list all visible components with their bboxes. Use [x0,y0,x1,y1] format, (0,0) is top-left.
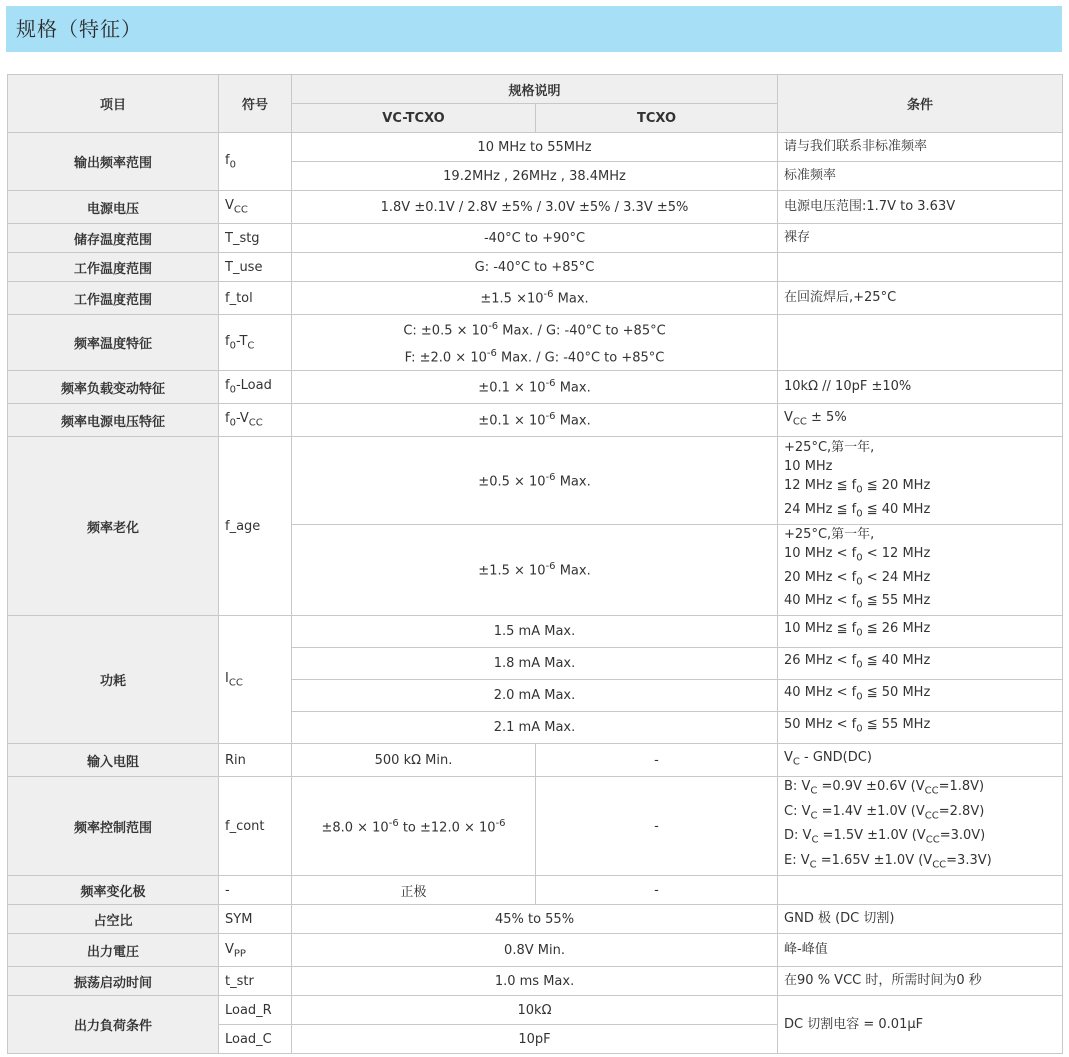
spec-table [7,74,1063,1054]
row-label: 功耗 [8,616,219,744]
row-label: 频率控制范围 [8,777,219,876]
header-symbol: 符号 [219,75,292,133]
value-cell: G: -40°C to +85°C [292,253,778,282]
symbol-cell: t_str [219,967,292,996]
symbol-cell: f_tol [219,282,292,315]
row-label: 出力負荷条件 [8,996,219,1054]
symbol-cell: T_use [219,253,292,282]
value-cell-tcxo: - [536,876,778,905]
condition-cell: 50 MHz < $f_0$ ≦ 55 MHz [778,712,1063,744]
value-cell: 19.2MHz , 26MHz , 38.4MHz [292,162,778,191]
row-label: 频率电源电压特征 [8,404,219,437]
symbol-cell: f_age [219,437,292,616]
value-cell: 1.8 mA Max. [292,648,778,680]
value-cell: 45% to 55% [292,905,778,934]
header-tcxo: TCXO [536,104,778,133]
condition-cell [778,253,1063,282]
symbol-cell: Load_C [219,1025,292,1054]
header-item: 项目 [8,75,219,133]
row-label: 出力電圧 [8,934,219,967]
value-cell: 10 MHz to 55MHz [292,133,778,162]
condition-cell [778,876,1063,905]
condition-cell: +25°C,第一年, 10 MHz < $f_0 < 12$ MHz 20 MHz < $f_0 < 24$ MHz 40 MHz < $f_0$ ≦ 55 MHz [778,525,1063,616]
condition-cell: 40 MHz < $f_0$ ≦ 50 MHz [778,680,1063,712]
condition-cell: 在回流焊后,+25°C [778,282,1063,315]
value-cell: 0.8V Min. [292,934,778,967]
value-cell: $\pm 0.1 \times 10^{-6}$ Max. [292,371,778,404]
header-spec: 规格说明 [292,75,778,104]
condition-cell: 电源电压范围:1.7V to 3.63V [778,191,1063,224]
value-cell: 10pF [292,1025,778,1054]
condition-cell: 标准频率 [778,162,1063,191]
condition-cell [778,315,1063,371]
condition-cell: 裸存 [778,224,1063,253]
condition-cell: 峰-峰值 [778,934,1063,967]
row-label: 频率温度特征 [8,315,219,371]
row-label: 工作温度范围 [8,282,219,315]
value-cell: $\pm 1.5 \times 10^{-6}$ Max. [292,282,778,315]
condition-cell: $V_{CC} \pm 5\%$ [778,404,1063,437]
condition-cell: B: $V_C =0.9V \pm 0.6V$ $(V_{CC}=1.8V)$ C: $V_C =1.4V \pm 1.0V$ $(V_{CC}=2.8V)$ D: $V_C =1.5V \pm 1.0V$ $(V_{CC}=3.0V)$ E: $V_C =1.65V \pm 1.0V$ $(V_{CC}=3.3V)$ [778,777,1063,876]
symbol-cell: f_cont [219,777,292,876]
value-cell: -40°C to +90°C [292,224,778,253]
value-cell-tcxo: - [536,777,778,876]
condition-cell: +25°C,第一年, 10 MHz 12 MHz ≦ $f_0$ ≦ 20 MHz 24 MHz ≦ $f_0$ ≦ 40 MHz [778,437,1063,525]
symbol-cell: SYM [219,905,292,934]
condition-cell: 10kΩ // 10pF ±10% [778,371,1063,404]
symbol-cell: Rin [219,744,292,777]
condition-cell: GND 极 (DC 切割) [778,905,1063,934]
symbol-cell: $V_{PP}$ [219,934,292,967]
value-cell: $\pm 0.5 \times 10^{-6}$ Max. [292,437,778,525]
value-cell: $\pm 0.1 \times 10^{-6}$ Max. [292,404,778,437]
row-label: 电源电压 [8,191,219,224]
row-label: 占空比 [8,905,219,934]
row-label: 输入电阻 [8,744,219,777]
value-cell: 1.0 ms Max. [292,967,778,996]
symbol-cell: $f_0-T_C$ [219,315,292,371]
symbol-cell: - [219,876,292,905]
row-label: 频率负载变动特征 [8,371,219,404]
value-cell: $\pm 1.5 \times 10^{-6}$ Max. [292,525,778,616]
condition-cell: $V_C - GND(DC)$ [778,744,1063,777]
row-label: 振荡启动时间 [8,967,219,996]
value-cell-vc-tcxo: $\pm 8.0 \times 10^{-6}$ to $\pm 12.0 \times 10^{-6}$ [292,777,536,876]
condition-cell: 请与我们联系非标准频率 [778,133,1063,162]
symbol-cell: $f_0$ [219,133,292,191]
row-label: 工作温度范围 [8,253,219,282]
value-cell: 1.8V ±0.1V / 2.8V ±5% / 3.0V ±5% / 3.3V ±5% [292,191,778,224]
condition-cell: DC 切割电容 = 0.01μF [778,996,1063,1054]
condition-cell: 在90 % VCC 时，所需时间为0 秒 [778,967,1063,996]
value-cell: 10kΩ [292,996,778,1025]
value-cell: 2.1 mA Max. [292,712,778,744]
symbol-cell: $f_0-V_{CC}$ [219,404,292,437]
row-label: 频率变化极 [8,876,219,905]
value-cell: 1.5 mA Max. [292,616,778,648]
row-label: 频率老化 [8,437,219,616]
condition-cell: 26 MHz < $f_0$ ≦ 40 MHz [778,648,1063,680]
value-cell-tcxo: - [536,744,778,777]
symbol-cell: Load_R [219,996,292,1025]
value-cell-vc-tcxo: 正极 [292,876,536,905]
symbol-cell: $f_0$-Load [219,371,292,404]
header-vc-tcxo: VC-TCXO [292,104,536,133]
symbol-cell: $V_{CC}$ [219,191,292,224]
symbol-cell: T_stg [219,224,292,253]
value-cell: 2.0 mA Max. [292,680,778,712]
row-label: 储存温度范围 [8,224,219,253]
page-title: 规格（特征） [6,6,1062,52]
symbol-cell: $I_{CC}$ [219,616,292,744]
value-cell: C: $\pm 0.5 \times 10^{-6}$ Max. / G: -40°C to +85°C F: $\pm 2.0 \times 10^{-6}$ Max. / G: -40°C to +85°C [292,315,778,371]
condition-cell: 10 MHz ≦ $f_0$ ≦ 26 MHz [778,616,1063,648]
row-label: 输出频率范围 [8,133,219,191]
value-cell-vc-tcxo: 500 kΩ Min. [292,744,536,777]
header-condition: 条件 [778,75,1063,133]
